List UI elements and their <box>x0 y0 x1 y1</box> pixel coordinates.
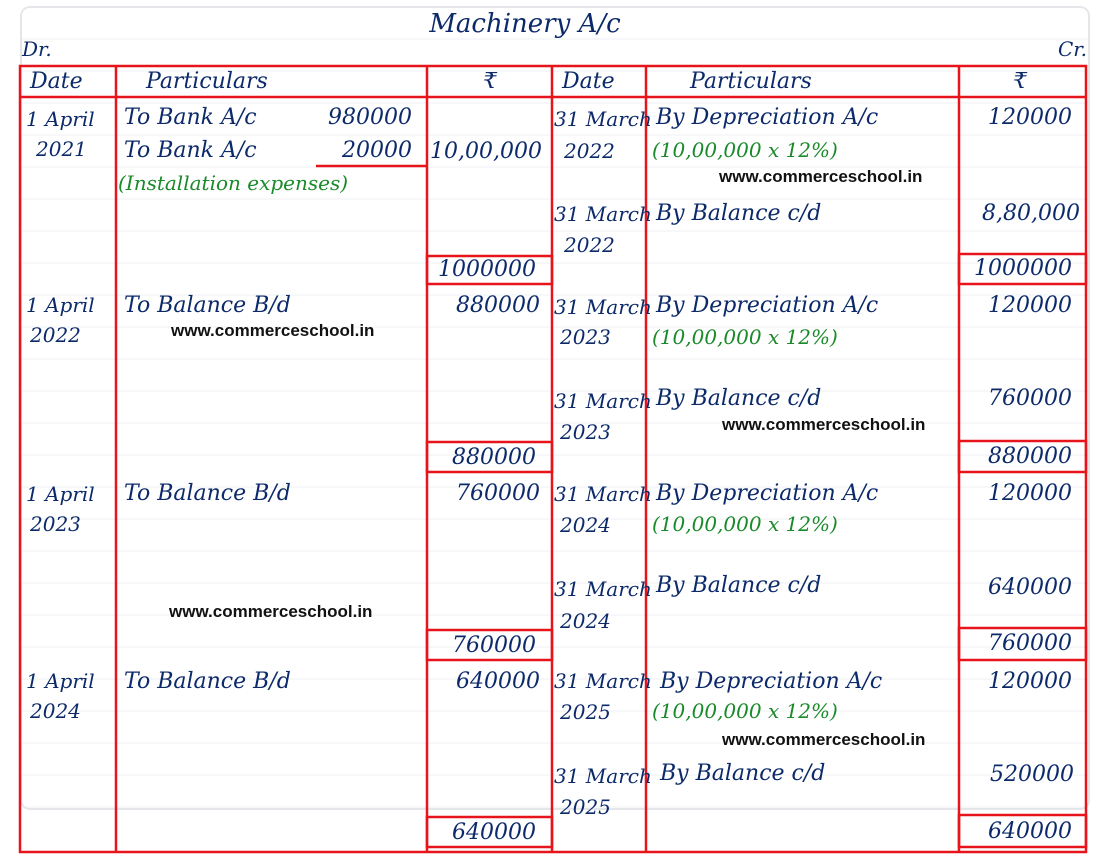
debit-2021-total: 1000000 <box>438 257 536 282</box>
debit-2021-line2: To Bank A/c <box>124 138 257 163</box>
credit-2022-bal-date-day: 31 March <box>554 202 652 226</box>
debit-2022-text: To Balance B/d <box>124 293 291 318</box>
debit-date-2023-year: 2023 <box>30 512 81 536</box>
debit-2021-note: (Installation expenses) <box>118 171 349 195</box>
watermark-text: www.commerceschool.in <box>722 730 926 749</box>
debit-2024-amount: 640000 <box>456 669 540 694</box>
debit-date-2021-day: 1 April <box>26 107 95 131</box>
credit-2022-bal-date-year: 2022 <box>564 233 615 257</box>
debit-2021-line2-amount: 20000 <box>342 138 412 163</box>
credit-2022-dep-date-year: 2022 <box>564 139 615 163</box>
credit-2024-bal: By Balance c/d <box>656 573 822 598</box>
credit-2023-bal-date-year: 2023 <box>560 420 611 444</box>
debit-2023-total: 760000 <box>452 633 536 658</box>
credit-2022-bal: By Balance c/d <box>656 201 822 226</box>
credit-2023-bal-date-day: 31 March <box>554 389 652 413</box>
credit-2022-dep-date-day: 31 March <box>554 107 652 131</box>
credit-2024-bal-date-day: 31 March <box>554 577 652 601</box>
watermark-text: www.commerceschool.in <box>722 415 926 434</box>
credit-2023-dep-date-day: 31 March <box>554 295 652 319</box>
credit-2025-bal-date-year: 2025 <box>560 795 611 819</box>
credit-2022-dep: By Depreciation A/c <box>656 105 879 130</box>
debit-2021-amount: 10,00,000 <box>430 139 542 164</box>
credit-2025-dep-amount: 120000 <box>988 669 1072 694</box>
header-date: Date <box>30 69 83 94</box>
debit-2021-line1: To Bank A/c <box>124 105 257 130</box>
debit-2021-line1-amount: 980000 <box>328 105 412 130</box>
credit-2025-bal: By Balance c/d <box>660 761 826 786</box>
credit-2025-dep-date-day: 31 March <box>554 669 652 693</box>
credit-2022-calc: (10,00,000 x 12%) <box>652 138 838 162</box>
credit-2025-bal-date-day: 31 March <box>554 764 652 788</box>
credit-2024-dep-date-year: 2024 <box>560 513 611 537</box>
debit-date-2022-day: 1 April <box>26 293 95 317</box>
credit-2025-bal-amount: 520000 <box>990 762 1074 787</box>
watermark-text: www.commerceschool.in <box>719 167 923 186</box>
credit-2023-bal-amount: 760000 <box>988 386 1072 411</box>
credit-2024-bal-amount: 640000 <box>988 575 1072 600</box>
debit-date-2021-year: 2021 <box>36 137 87 161</box>
credit-2025-dep: By Depreciation A/c <box>660 669 883 694</box>
credit-2023-total: 880000 <box>988 444 1072 469</box>
debit-2024-total: 640000 <box>452 820 536 845</box>
dr-label: Dr. <box>22 37 52 61</box>
cr-label: Cr. <box>1058 37 1088 61</box>
header-particulars-cr: Particulars <box>690 69 812 94</box>
credit-2024-dep: By Depreciation A/c <box>656 481 879 506</box>
debit-2024-text: To Balance B/d <box>124 669 291 694</box>
credit-2025-dep-date-year: 2025 <box>560 700 611 724</box>
credit-2023-dep-date-year: 2023 <box>560 325 611 349</box>
credit-2025-calc: (10,00,000 x 12%) <box>652 699 838 723</box>
header-date-cr: Date <box>562 69 615 94</box>
header-amount-cr: ₹ <box>1013 69 1027 94</box>
header-amount: ₹ <box>483 69 497 94</box>
credit-2024-bal-date-year: 2024 <box>560 609 611 633</box>
debit-2022-total: 880000 <box>452 445 536 470</box>
credit-2022-total: 1000000 <box>974 256 1072 281</box>
credit-2024-total: 760000 <box>988 631 1072 656</box>
credit-2023-calc: (10,00,000 x 12%) <box>652 325 838 349</box>
debit-date-2023-day: 1 April <box>26 482 95 506</box>
debit-2022-amount: 880000 <box>456 293 540 318</box>
credit-2023-bal: By Balance c/d <box>656 386 822 411</box>
credit-2024-dep-amount: 120000 <box>988 481 1072 506</box>
debit-date-2024-day: 1 April <box>26 669 95 693</box>
credit-2023-dep-amount: 120000 <box>988 293 1072 318</box>
credit-2023-dep: By Depreciation A/c <box>656 293 879 318</box>
watermark-text: www.commerceschool.in <box>171 321 375 340</box>
credit-2024-calc: (10,00,000 x 12%) <box>652 512 838 536</box>
credit-2025-total: 640000 <box>988 819 1072 844</box>
page-title: Machinery A/c <box>429 9 621 39</box>
debit-2023-amount: 760000 <box>456 481 540 506</box>
debit-2023-text: To Balance B/d <box>124 481 291 506</box>
credit-2022-dep-amount: 120000 <box>988 105 1072 130</box>
header-particulars: Particulars <box>146 69 268 94</box>
debit-date-2022-year: 2022 <box>30 323 81 347</box>
watermark-text: www.commerceschool.in <box>169 602 373 621</box>
debit-date-2024-year: 2024 <box>30 699 81 723</box>
credit-2022-bal-amount: 8,80,000 <box>982 201 1080 226</box>
credit-2024-dep-date-day: 31 March <box>554 482 652 506</box>
